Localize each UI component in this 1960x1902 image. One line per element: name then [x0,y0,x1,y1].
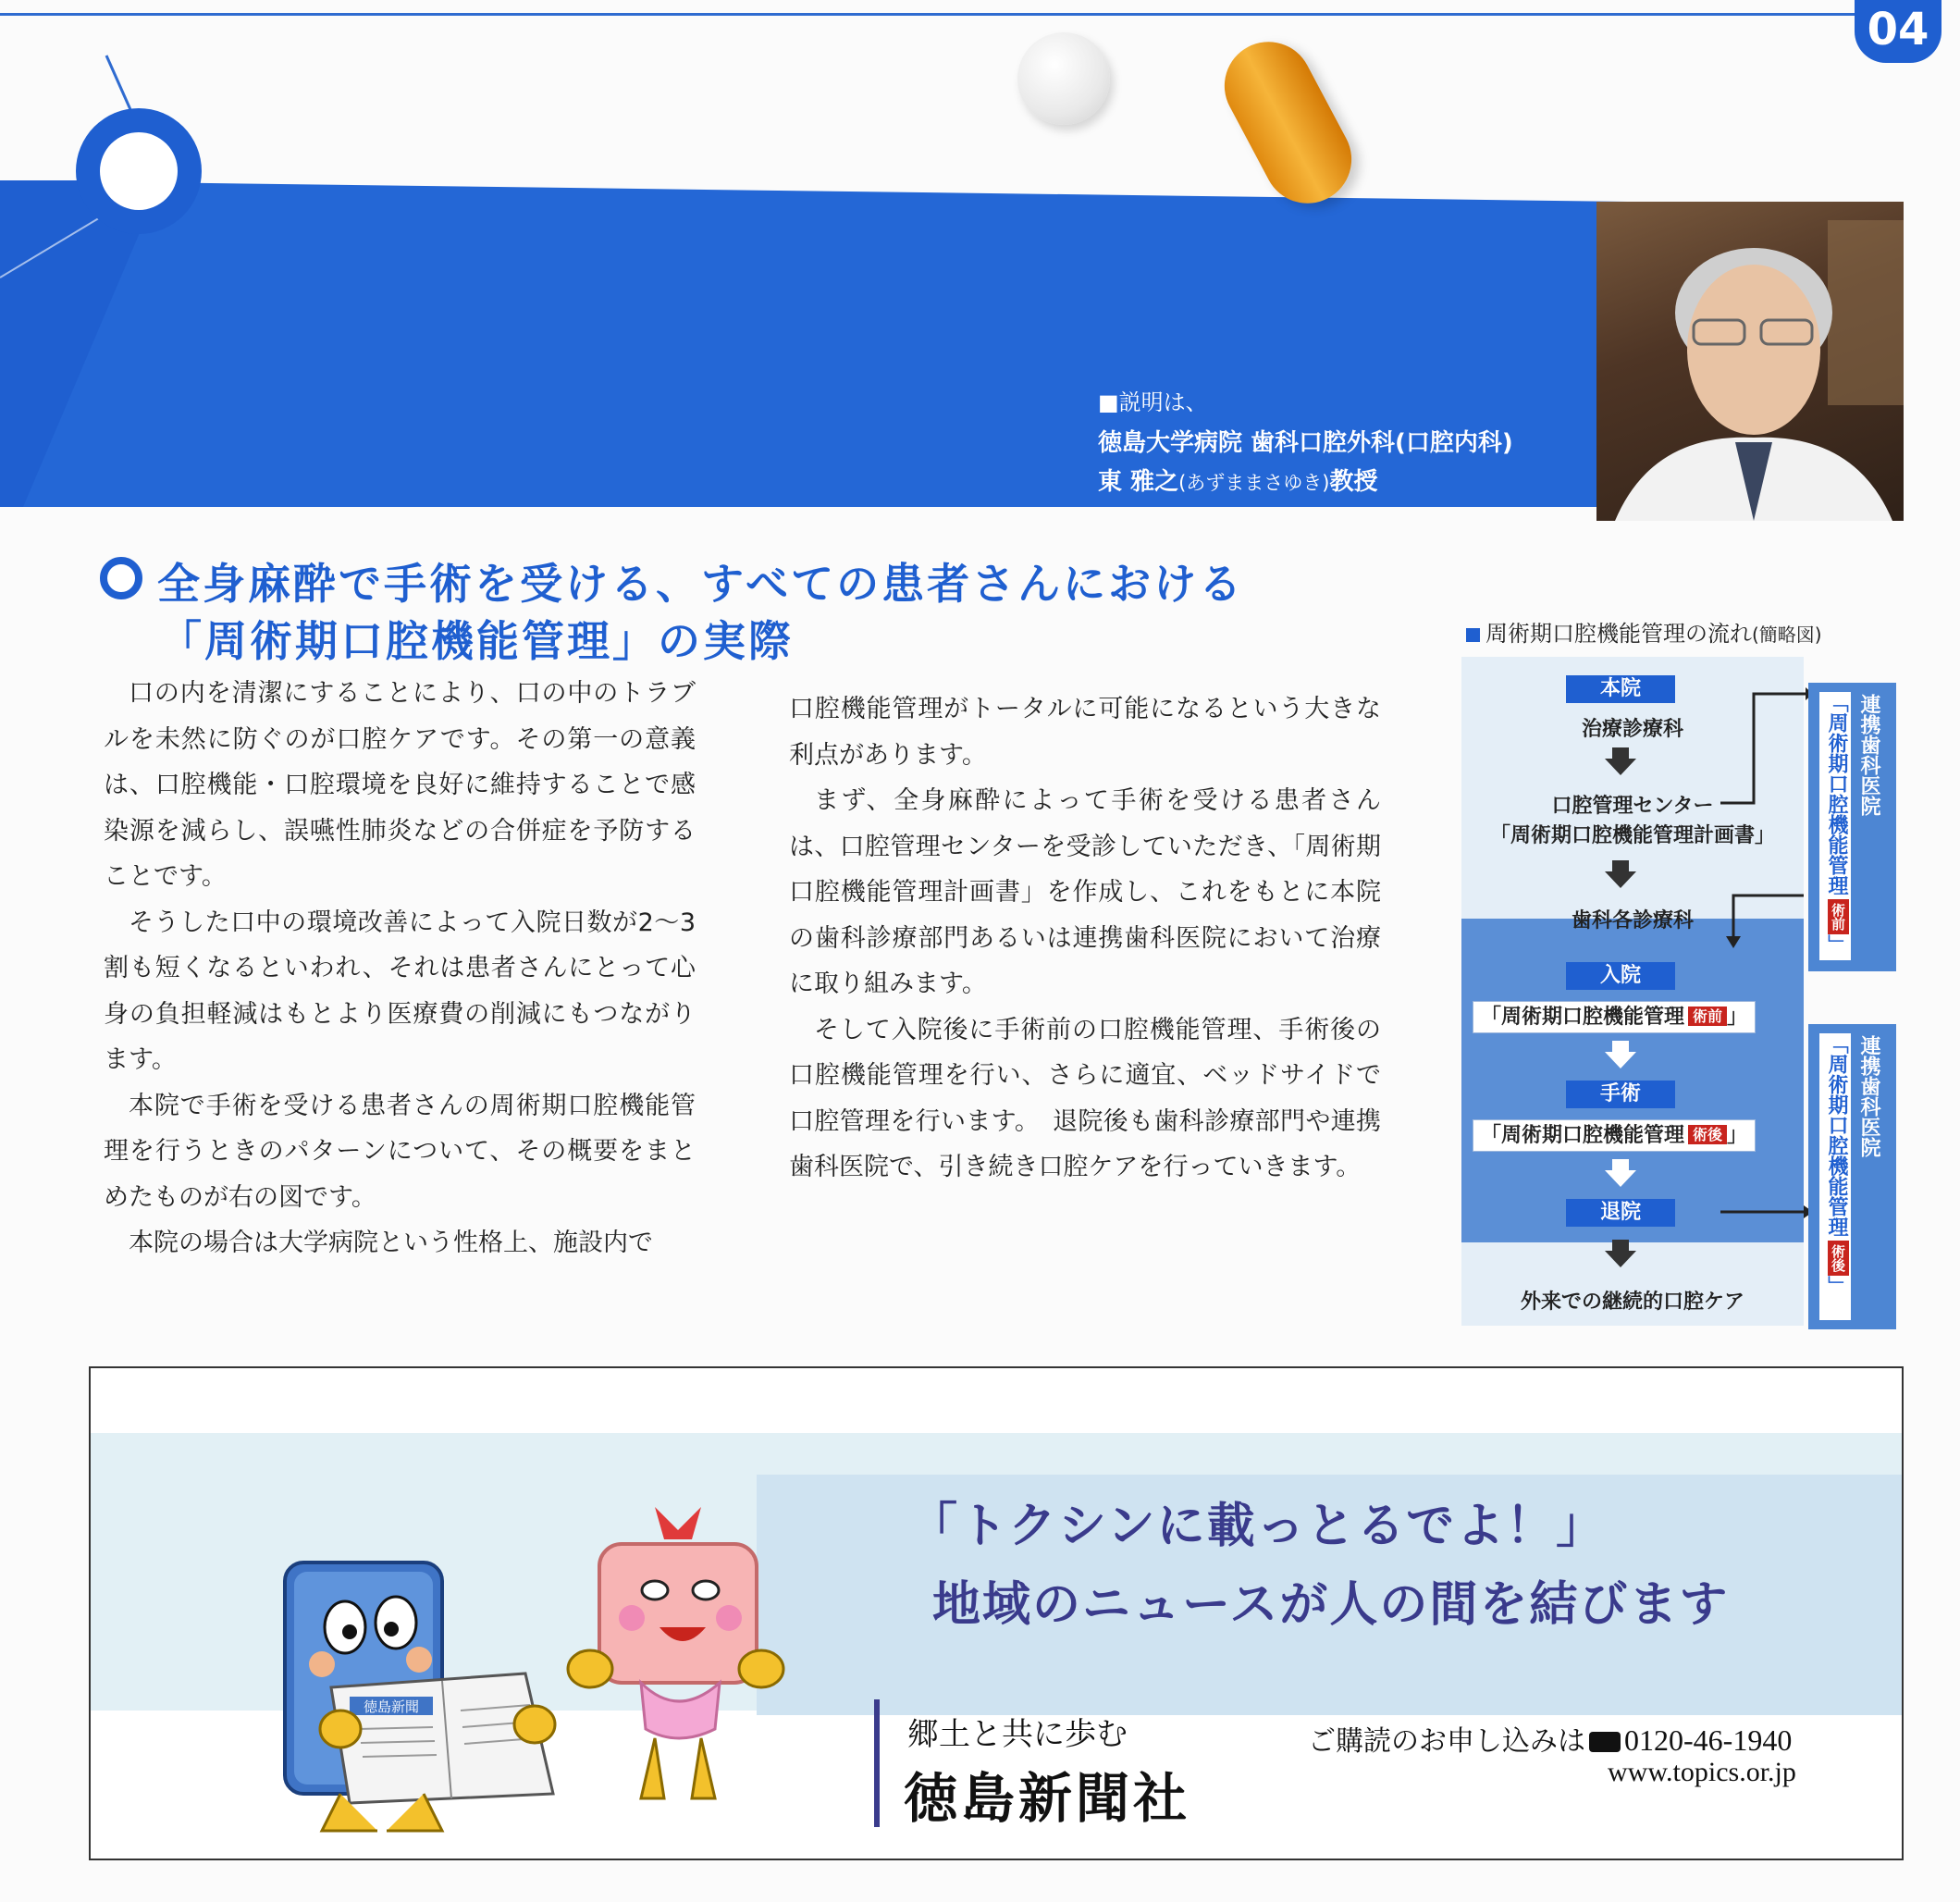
down-arrow-icon [1605,1041,1636,1068]
flow-dental-depts: 歯科各診療科 [1571,909,1694,932]
paragraph: 口腔機能管理がトータルに可能になるという大きな利点があります。 [789,695,1381,770]
flow-label-discharge: 退院 [1566,1199,1675,1227]
ad-phone: 0120-46-1940 [1624,1723,1793,1757]
article-column-middle [789,686,1381,1191]
side-close: 」 [1825,934,1848,955]
paragraph: 本院で手術を受ける患者さんの周術期口腔機能管理を行うときのパターンについて、その概要をまとめたものが右の図です。 [104,1091,696,1212]
ad-divider [874,1699,880,1827]
caption-intro: ■説明は、 [1098,389,1208,415]
ad-company-name: 徳島新聞社 [904,1767,1191,1830]
header-ring-inner [100,132,178,210]
caption-name-main: 東 雅之 [1098,468,1179,496]
flow-label-admission: 入院 [1566,962,1675,990]
pre-op-tag: 術前 [1828,899,1849,934]
ad-url: www.topics.or.jp [1608,1757,1796,1787]
professor-portrait-photo [1596,202,1904,521]
side-clinic-label: 連携歯科医院 [1857,694,1880,816]
ad-motto: 郷土と共に歩む [907,1716,1128,1753]
title-bullet-icon [100,557,142,599]
ad-slogan-2: 地域のニュースが人の間を結びます [932,1577,1730,1633]
flow-post-manage-text: 「周術期口腔機能管理 [1481,1124,1685,1147]
flow-label-hospital: 本院 [1566,675,1675,703]
flow-heading-note: (簡略図) [1752,624,1822,646]
paragraph: そうした口中の環境改善によって入院日数が2〜3割も短くなるといわれ、それは患者さんにとって心身の負担軽減はもとより医療費の削減にもつながります。 [104,908,696,1074]
flow-plan: 「周術期口腔機能管理計画書」 [1489,824,1775,847]
side-manage-panel [1819,1033,1851,1320]
side-manage-text: 「周術期口腔機能管理 [1825,1033,1848,1237]
side-box-pre [1808,683,1896,971]
caption-hospital: 徳島大学病院 歯科口腔外科(口腔内科) [1098,429,1513,457]
header-band-fill [0,180,1628,507]
ad-subscribe [1308,1718,1792,1759]
paragraph: まず、全身麻酔によって手術を受ける患者さんは、口腔管理センターを受診していただき、「周術期口腔機能管理計画書」を作成し、これをもとに本院の歯科診療部門あるいは連携歯科医院において治療に取り組みます。 [789,786,1381,998]
post-op-tag: 術後 [1828,1241,1849,1276]
caption-name-title: 教授 [1329,468,1378,496]
paragraph: 口の内を清潔にすることにより、口の中のトラブルを未然に防ぐのが口腔ケアです。その第一の意義は、口腔機能・口腔環境を良好に維持することで感染源を減らし、誤嚥性肺炎などの合併症を予防することです。 [104,679,696,891]
pre-op-tag: 術前 [1688,1007,1727,1026]
post-op-tag: 術後 [1688,1125,1727,1144]
heading-square-icon [1466,628,1480,642]
flow-pre-close: 」 [1727,1006,1748,1029]
side-manage-text: 「周術期口腔機能管理 [1825,692,1848,895]
caption-name-reading: (あずままさゆき) [1178,472,1330,494]
ad-subscribe-text: ご購読のお申し込みは [1308,1725,1585,1758]
down-arrow-icon [1605,1159,1636,1187]
flow-outpatient: 外来での継続的口腔ケア [1520,1291,1744,1314]
flow-pre-manage [1473,1001,1756,1030]
article-title-line-2: 「周術期口腔機能管理」の実際 [159,616,794,666]
flow-heading-text: 周術期口腔機能管理の流れ [1485,621,1752,647]
flow-post-close: 」 [1727,1124,1748,1147]
flow-pre-manage-text: 「周術期口腔機能管理 [1481,1006,1685,1029]
flow-post-manage [1473,1119,1756,1148]
flow-heading [1466,615,1822,648]
down-arrow-icon [1605,1240,1636,1267]
flow-connectors [1720,685,1813,1240]
ad-slogan-1: 「トクシンに載っとるでよ！」 [909,1499,1607,1554]
free-dial-icon [1589,1732,1621,1752]
flow-treatment-dept: 治療診療科 [1581,718,1683,741]
page-number: 04 [1855,0,1942,63]
down-arrow-icon [1605,860,1636,888]
flow-center: 口腔管理センター [1551,795,1714,818]
white-pill-image [1017,32,1110,125]
article-column-left [104,671,696,1266]
side-clinic-label: 連携歯科医院 [1857,1035,1880,1157]
newspaper-ad [89,1366,1904,1860]
newspaper-masthead: 徳島新聞 [363,1698,420,1715]
caption-name [1098,463,1377,497]
article-title-line-1: 全身麻酔で手術を受ける、すべての患者さんにおける [157,559,1245,609]
side-box-post [1808,1024,1896,1329]
flow-label-surgery: 手術 [1566,1081,1675,1108]
paragraph: そして入院後に手術前の口腔機能管理、手術後の口腔機能管理を行い、さらに適宜、ベッドサイドで口腔管理を行います。 退院後も歯科診療部門や連携歯科医院で、引き続き口腔ケアを行っていきます。 [789,1015,1381,1181]
side-close: 」 [1825,1276,1848,1296]
down-arrow-icon [1605,747,1636,775]
girl-mascot-illustration [553,1488,803,1822]
side-manage-panel [1819,692,1851,960]
paragraph: 本院の場合は大学病院という性格上、施設内で [129,1229,653,1257]
